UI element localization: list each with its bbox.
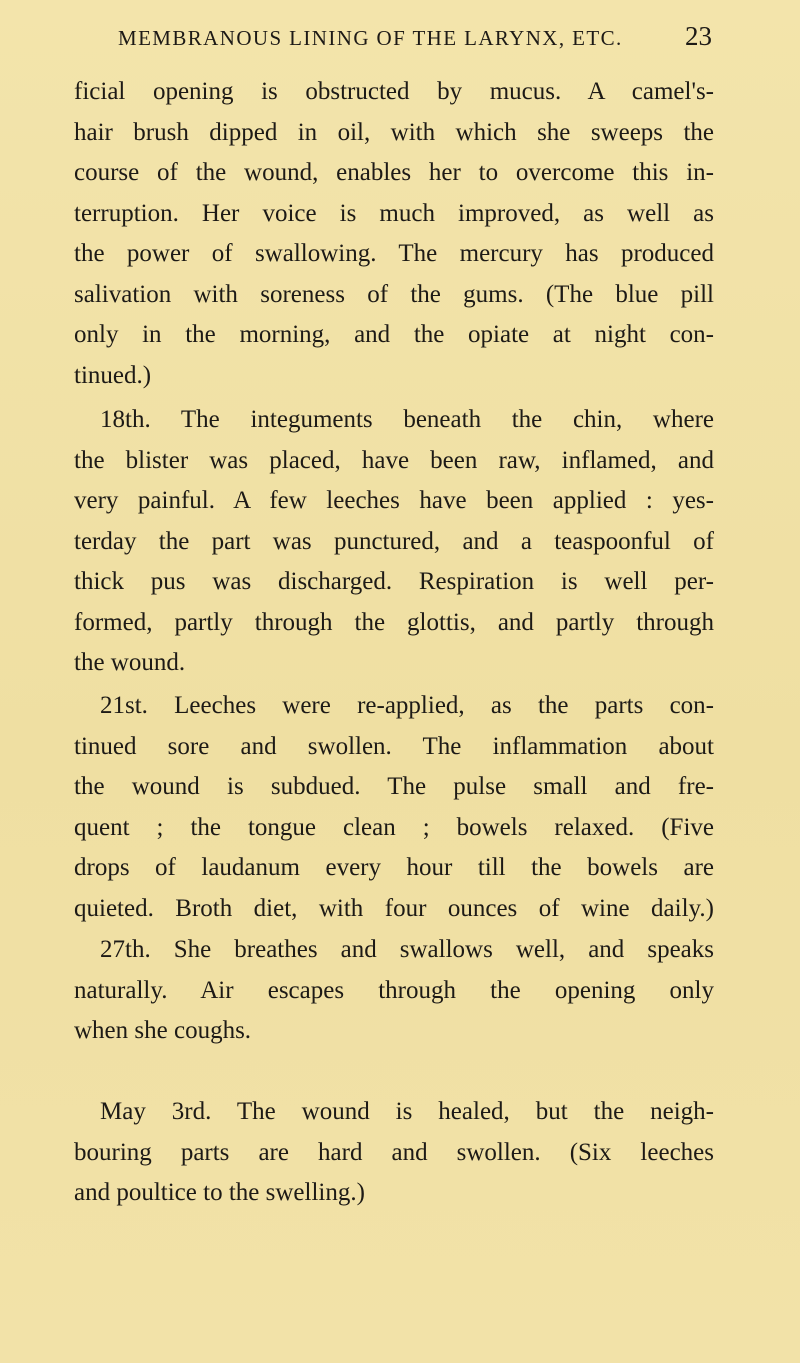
text-line: naturally. Air escapes through the opening only bbox=[74, 976, 714, 1004]
text-line: course of the wound, enables her to overcome this in- bbox=[74, 159, 714, 186]
paragraph-27th bbox=[74, 930, 714, 1052]
text-line: bouring parts are hard and swollen. (Six leeches bbox=[74, 1138, 714, 1166]
paragraph-continuation bbox=[74, 72, 714, 396]
text-line: the wound. bbox=[74, 649, 186, 676]
text-line: terday the part was punctured, and a teaspoonful of bbox=[74, 527, 714, 555]
paragraph-may-3rd bbox=[74, 1092, 714, 1214]
text-line: drops of laudanum every hour till the bowels are bbox=[74, 854, 714, 881]
text-line: thick pus was discharged. Respiration is well per- bbox=[74, 568, 714, 595]
text-line: tinued.) bbox=[74, 361, 152, 389]
text-line: 21st. Leeches were re-applied, as the parts con- bbox=[100, 692, 714, 719]
text-line: 18th. The integuments beneath the chin, where bbox=[100, 406, 714, 433]
text-line: only in the morning, and the opiate at night con- bbox=[74, 321, 714, 348]
page-number: 23 bbox=[685, 21, 712, 51]
paragraph-21st bbox=[74, 686, 714, 929]
text-line: May 3rd. The wound is healed, but the neigh- bbox=[100, 1098, 714, 1125]
text-line: quieted. Broth diet, with four ounces of wine daily.) bbox=[74, 894, 714, 922]
text-line: formed, partly through the glottis, and partly through bbox=[74, 608, 714, 636]
text-line: the wound is subdued. The pulse small and fre- bbox=[74, 773, 714, 800]
text-line: and poultice to the swelling.) bbox=[74, 1179, 365, 1206]
text-line: tinued sore and swollen. The inflammation about bbox=[74, 732, 714, 760]
text-line: the blister was placed, have been raw, inflamed, and bbox=[74, 446, 714, 474]
text-line: salivation with soreness of the gums. (The blue pill bbox=[74, 280, 714, 308]
text-line: hair brush dipped in oil, with which she sweeps the bbox=[74, 118, 714, 146]
text-line: quent ; the tongue clean ; bowels relaxed. (Five bbox=[74, 813, 714, 841]
text-line: terruption. Her voice is much improved, as well as bbox=[74, 199, 714, 227]
running-head bbox=[118, 18, 718, 58]
running-head-title: MEMBRANOUS LINING OF THE LARYNX, ETC. bbox=[118, 26, 623, 50]
text-line: the power of swallowing. The mercury has produced bbox=[74, 240, 714, 267]
text-line: ficial opening is obstructed by mucus. A camel's- bbox=[74, 78, 714, 105]
text-line: when she coughs. bbox=[74, 1017, 252, 1044]
text-line: 27th. She breathes and swallows well, and speaks bbox=[100, 936, 714, 963]
text-line: very painful. A few leeches have been applied : yes- bbox=[74, 487, 714, 514]
paragraph-18th bbox=[74, 400, 714, 684]
